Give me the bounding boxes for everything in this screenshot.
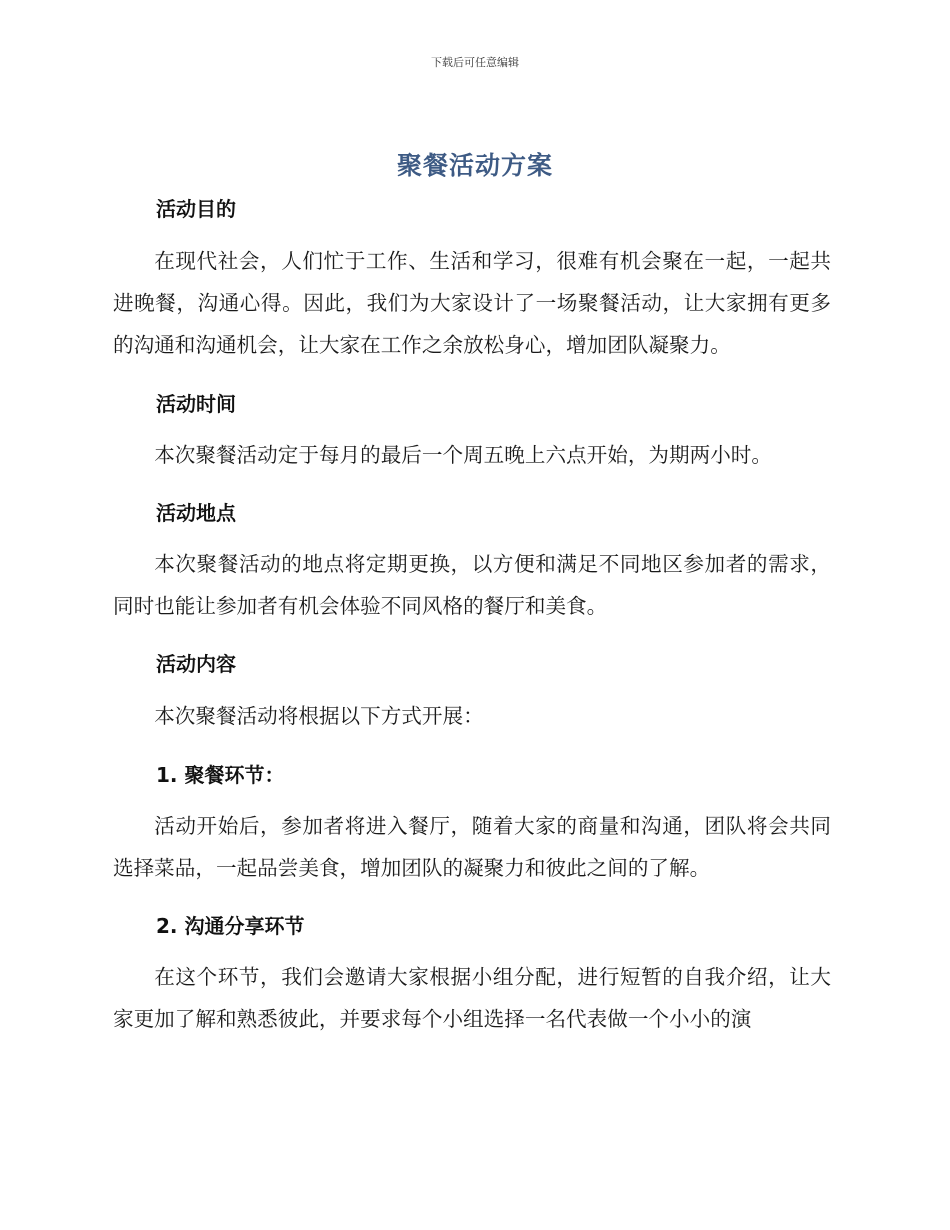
paragraph-content-intro: 本次聚餐活动将根据以下方式开展： <box>154 704 484 728</box>
paragraph-location: 本次聚餐活动的地点将定期更换，以方便和满足不同地区参加者的需求，同时也能让参加者有机会体验不同风格的餐厅和美食。 <box>113 552 831 618</box>
subsection-heading-dining: 1. 聚餐环节： <box>156 763 285 787</box>
section-heading-location: 活动地点 <box>156 501 236 525</box>
section-heading-time: 活动时间 <box>156 392 236 416</box>
document-title: 聚餐活动方案 <box>396 151 553 180</box>
paragraph-time: 本次聚餐活动定于每月的最后一个周五晚上六点开始，为期两小时。 <box>154 443 772 467</box>
paragraph-purpose: 在现代社会，人们忙于工作、生活和学习，很难有机会聚在一起，一起共进晚餐，沟通心得。因此，我们为大家设计了一场聚餐活动，让大家拥有更多的沟通和沟通机会，让大家在工作之余放松身心，增加团队凝聚力。 <box>113 249 831 357</box>
subsection-heading-sharing: 2. 沟通分享环节 <box>156 914 305 938</box>
paragraph-dining: 活动开始后，参加者将进入餐厅，随着大家的商量和沟通，团队将会共同选择菜品，一起品尝美食，增加团队的凝聚力和彼此之间的了解。 <box>113 814 831 880</box>
paragraph-sharing: 在这个环节，我们会邀请大家根据小组分配，进行短暂的自我介绍，让大家更加了解和熟悉彼此，并要求每个小组选择一名代表做一个小小的演 <box>113 965 831 1031</box>
page-header-note: 下载后可任意编辑 <box>431 56 519 69</box>
section-heading-content: 活动内容 <box>156 652 236 676</box>
section-heading-purpose: 活动目的 <box>156 197 236 221</box>
